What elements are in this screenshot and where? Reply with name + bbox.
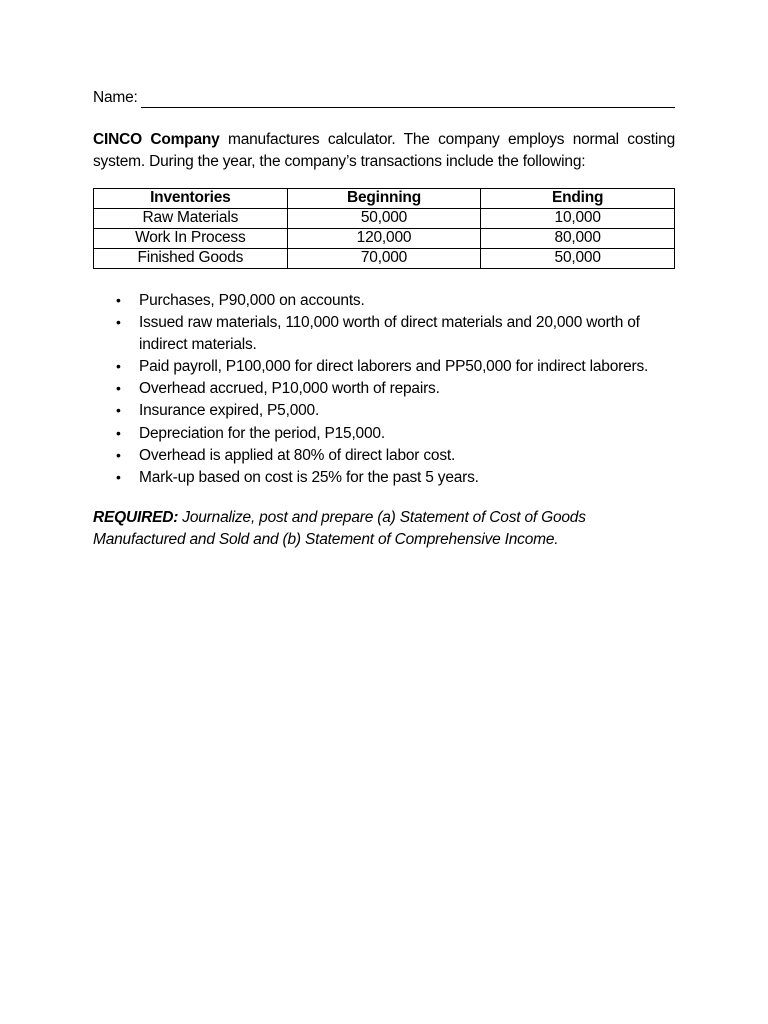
bullet-icon: • (116, 402, 121, 419)
inventory-header-inventories: Inventories (94, 188, 288, 208)
list-item (116, 356, 675, 378)
bullet-icon: • (116, 469, 121, 486)
list-item (116, 423, 675, 445)
list-item (116, 445, 675, 467)
bullet-icon: • (116, 424, 121, 441)
name-blank-line (141, 90, 675, 108)
bullet-icon: • (116, 357, 121, 374)
table-cell: 120,000 (287, 228, 481, 248)
table-row (94, 208, 675, 228)
transaction-list (93, 290, 675, 490)
required-instructions (93, 507, 675, 550)
table-cell: 80,000 (481, 228, 675, 248)
list-item (116, 290, 675, 312)
inventory-header-ending: Ending (481, 188, 675, 208)
list-item (116, 467, 675, 489)
intro-text: manufactures calculator. The company employs normal costing system. During the year, the company’s transactions include the following: (93, 131, 675, 170)
table-cell: 10,000 (481, 208, 675, 228)
name-label: Name: (93, 89, 138, 106)
list-item-text: Mark-up based on cost is 25% for the past 5 years. (139, 469, 479, 487)
list-item (116, 378, 675, 400)
list-item-text: Purchases, P90,000 on accounts. (139, 291, 365, 309)
inventory-table (93, 188, 675, 269)
table-cell: 70,000 (287, 248, 481, 268)
list-item (116, 312, 675, 356)
table-row (94, 228, 675, 248)
worksheet-page (93, 86, 675, 566)
bullet-icon: • (116, 380, 121, 397)
required-label: REQUIRED: (93, 509, 179, 527)
inventory-header-beginning: Beginning (287, 188, 481, 208)
table-cell: 50,000 (287, 208, 481, 228)
inventory-table-header-row (94, 188, 675, 208)
bullet-icon: • (116, 313, 121, 330)
problem-intro (93, 129, 675, 172)
list-item-text: Overhead accrued, P10,000 worth of repairs. (139, 380, 440, 398)
table-cell: Raw Materials (94, 208, 288, 228)
list-item-text: Insurance expired, P5,000. (139, 402, 320, 420)
company-name: CINCO Company (93, 131, 220, 148)
list-item-text: Depreciation for the period, P15,000. (139, 424, 385, 442)
table-cell: 50,000 (481, 248, 675, 268)
table-row (94, 248, 675, 268)
list-item (116, 400, 675, 422)
table-cell: Work In Process (94, 228, 288, 248)
bullet-icon: • (116, 447, 121, 464)
list-item-text: Issued raw materials, 110,000 worth of direct materials and 20,000 worth of indirect materials. (139, 313, 640, 353)
table-cell: Finished Goods (94, 248, 288, 268)
required-text: Journalize, post and prepare (a) Statement of Cost of Goods Manufactured and Sold and (b) Statement of Comprehensive Income. (93, 509, 586, 548)
list-item-text: Overhead is applied at 80% of direct labor cost. (139, 447, 456, 465)
bullet-icon: • (116, 291, 121, 308)
name-field-row (93, 86, 675, 108)
list-item-text: Paid payroll, P100,000 for direct laborers and PP50,000 for indirect laborers. (139, 357, 649, 375)
